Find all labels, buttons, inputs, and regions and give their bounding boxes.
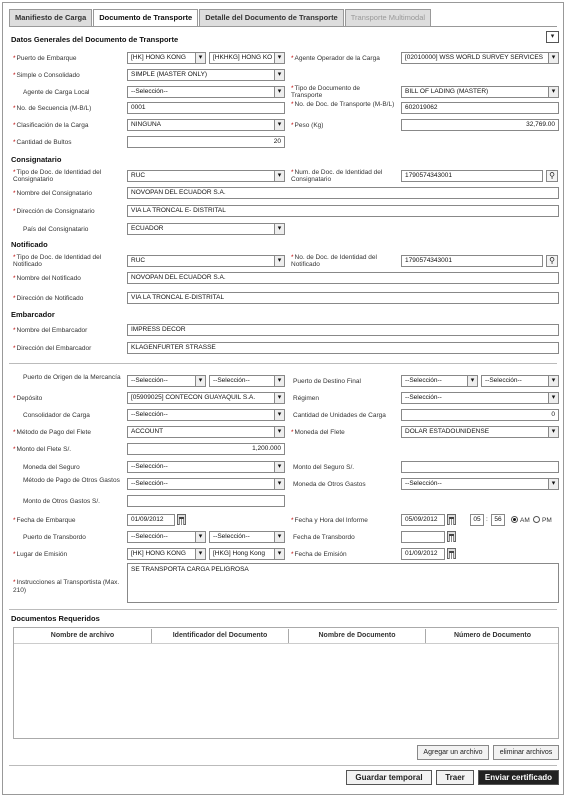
select-lugar-pais[interactable]: [HK] HONG KONG ▾ <box>127 548 206 560</box>
select-destino-pais[interactable]: --Selección-- ▾ <box>401 375 478 387</box>
section-title-documentos: Documentos Requeridos <box>11 614 100 623</box>
label-am: AM <box>520 517 530 524</box>
label-consignatario-nombre: * Nombre del Consignatario <box>13 190 125 197</box>
calendar-icon[interactable] <box>447 514 456 525</box>
label-consignatario-direccion: * Dirección de Consignatario <box>13 208 125 215</box>
label-consignatario-pais: País del Consignatario <box>23 226 89 233</box>
select-consignatario-tipo-id[interactable]: RUC ▾ <box>127 170 285 182</box>
select-regimen[interactable]: --Selección-- ▾ <box>401 392 559 404</box>
chevron-down-icon[interactable]: ▾ <box>546 31 559 43</box>
tab-divider <box>9 26 557 27</box>
select-moneda-otros[interactable]: --Selección-- ▾ <box>401 478 559 490</box>
input-hora[interactable]: 05 <box>470 514 484 526</box>
label-deposito: * Depósito <box>13 395 121 402</box>
select-agente-operador[interactable]: [02010000] WSS WORLD SURVEY SERVICES ▾ <box>401 52 559 64</box>
input-fecha-informe[interactable]: 05/09/2012 <box>401 514 445 526</box>
label-metodo-flete: * Método de Pago del Flete <box>13 429 123 436</box>
section-title-consignatario: Consignatario <box>11 155 62 164</box>
calendar-icon[interactable] <box>447 531 456 542</box>
select-moneda-seguro[interactable]: --Selección-- ▾ <box>127 461 285 473</box>
label-consolidador: Consolidador de Carga <box>23 412 90 419</box>
time-separator: : <box>486 516 488 523</box>
input-consignatario-num-id[interactable]: 1790574343001 <box>401 170 543 182</box>
send-certificate-button[interactable]: Enviar certificado <box>478 770 559 785</box>
label-puerto-transbordo: Puerto de Transbordo <box>23 534 86 541</box>
select-origen-puerto[interactable]: --Selección-- ▾ <box>209 375 285 387</box>
label-consignatario-num-id: * Num. de Doc. de Identidad del Consignatario <box>291 169 397 183</box>
select-moneda-flete[interactable]: DOLAR ESTADOUNIDENSE ▾ <box>401 426 559 438</box>
label-clasificacion: * Clasificación de la Carga <box>13 122 121 129</box>
column-header-nombre-archivo[interactable]: Nombre de archivo <box>50 632 115 639</box>
form-window <box>2 2 564 795</box>
select-tipo-documento[interactable]: BILL OF LADING (MASTER) ▾ <box>401 86 559 98</box>
fetch-button[interactable]: Traer <box>436 770 474 785</box>
label-embarcador-direccion: * Dirección del Embarcador <box>13 345 125 352</box>
label-fecha-transbordo: Fecha de Transbordo <box>293 534 355 541</box>
input-monto-flete[interactable]: 1,200.000 <box>127 443 285 455</box>
label-monto-seguro: Monto del Seguro S/. <box>293 464 355 471</box>
select-agente-carga-local[interactable]: --Selección-- ▾ <box>127 86 285 98</box>
section-title-general: Datos Generales del Documento de Transporte <box>11 35 179 44</box>
label-embarcador-nombre: * Nombre del Embarcador <box>13 327 125 334</box>
select-consignatario-pais[interactable]: ECUADOR ▾ <box>127 223 285 235</box>
textarea-instrucciones[interactable]: SE TRANSPORTA CARGA PELIGROSA <box>127 563 559 603</box>
label-moneda-seguro: Moneda del Seguro <box>23 464 80 471</box>
input-embarcador-direccion[interactable]: KLAGENFURTER STRASSE <box>127 342 559 354</box>
label-fecha-informe: * Fecha y Hora del Informe <box>291 517 397 524</box>
select-transbordo-pais[interactable]: --Selección-- ▾ <box>127 531 206 543</box>
label-nro-doc-transporte: * No. de Doc. de Transporte (M-B/L) <box>291 101 397 108</box>
label-moneda-otros: Moneda de Otros Gastos <box>293 481 366 488</box>
radio-am[interactable] <box>511 516 518 523</box>
input-monto-seguro[interactable] <box>401 461 559 473</box>
label-monto-flete: * Monto del Flete S/. <box>13 446 123 453</box>
label-fecha-embarque: * Fecha de Embarque <box>13 517 123 524</box>
select-metodo-flete[interactable]: ACCOUNT ▾ <box>127 426 285 438</box>
tab-manifiesto[interactable]: Manifiesto de Carga <box>9 9 92 26</box>
input-consignatario-direccion[interactable]: VIA LA TRONCAL E- DISTRITAL <box>127 205 559 217</box>
input-minuto[interactable]: 56 <box>491 514 505 526</box>
select-clasificacion[interactable]: NINGUNA ▾ <box>127 119 285 131</box>
input-unidades-carga[interactable]: 0 <box>401 409 559 421</box>
select-simple-consolidado[interactable]: SIMPLE (MASTER ONLY) ▾ <box>127 69 285 81</box>
select-puerto-embarque-pais[interactable]: [HK] HONG KONG ▾ <box>127 52 206 64</box>
label-peso: * Peso (Kg) <box>291 122 391 129</box>
label-consignatario-tipo-id: * Tipo de Doc. de Identidad del Consignatario <box>13 169 125 183</box>
input-notificado-num-id[interactable]: 1790574343001 <box>401 255 543 267</box>
input-notificado-direccion[interactable]: VIA LA TRONCAL E-DISTRITAL <box>127 292 559 304</box>
label-agente-carga-local: Agente de Carga Local <box>23 89 90 96</box>
section-title-notificado: Notificado <box>11 240 48 249</box>
divider <box>9 363 557 364</box>
select-metodo-otros[interactable]: --Selección-- ▾ <box>127 478 285 490</box>
label-monto-otros: Monto de Otros Gastos S/. <box>23 498 100 505</box>
label-puerto-embarque: * Puerto de Embarque <box>13 55 121 62</box>
input-consignatario-nombre[interactable]: NOVOPAN DEL ECUADOR S.A. <box>127 187 559 199</box>
column-header-identificador[interactable]: Identificador del Documento <box>172 632 268 639</box>
save-temporary-button[interactable]: Guardar temporal <box>346 770 432 785</box>
documents-table <box>13 627 559 739</box>
search-icon[interactable]: ⚲ <box>546 255 558 267</box>
column-header-nombre-documento[interactable]: Nombre de Documento <box>318 632 396 639</box>
label-instrucciones: * Instrucciones al Transportista (Max. 210) <box>13 579 121 595</box>
input-nro-doc-transporte[interactable]: 602019062 <box>401 102 559 114</box>
select-notificado-tipo-id[interactable]: RUC ▾ <box>127 255 285 267</box>
input-fecha-transbordo[interactable] <box>401 531 445 543</box>
table-header-divider <box>14 643 558 644</box>
label-puerto-origen: Puerto de Origen de la Mercancía <box>23 374 121 381</box>
label-puerto-destino: Puerto de Destino Final <box>293 378 361 385</box>
label-notificado-direccion: * Dirección de Notificado <box>13 295 125 302</box>
label-fecha-emision: * Fecha de Emisión <box>291 551 395 558</box>
input-fecha-emision[interactable]: 01/09/2012 <box>401 548 445 560</box>
input-embarcador-nombre[interactable]: IMPRESS DECOR <box>127 324 559 336</box>
label-pm: PM <box>542 517 552 524</box>
label-notificado-num-id: * No. de Doc. de Identidad del Notificado <box>291 254 397 268</box>
divider <box>9 765 557 766</box>
section-title-embarcador: Embarcador <box>11 310 55 319</box>
column-header-numero-documento[interactable]: Número de Documento <box>453 632 531 639</box>
tab-documento-transporte[interactable]: Documento de Transporte <box>93 9 198 26</box>
select-destino-puerto[interactable]: --Selección-- ▾ <box>481 375 559 387</box>
radio-pm[interactable] <box>533 516 540 523</box>
label-agente-operador: * Agente Operador de la Carga <box>291 55 399 62</box>
label-regimen: Régimen <box>293 395 320 402</box>
label-moneda-flete: * Moneda del Flete <box>291 429 395 436</box>
search-icon[interactable]: ⚲ <box>546 170 558 182</box>
label-simple-consolidado: * Simple o Consolidado <box>13 72 121 79</box>
select-origen-pais[interactable]: --Selección-- ▾ <box>127 375 206 387</box>
calendar-icon[interactable] <box>447 548 456 559</box>
label-tipo-documento: * Tipo de Documento de Transporte <box>291 85 387 99</box>
select-transbordo-puerto[interactable]: --Selección-- ▾ <box>209 531 285 543</box>
label-unidades-carga: Cantidad de Unidades de Carga <box>293 412 386 419</box>
label-metodo-otros: Método de Pago de Otros Gastos <box>23 477 120 484</box>
select-consolidador[interactable]: --Selección-- ▾ <box>127 409 285 421</box>
input-peso[interactable]: 32,769.00 <box>401 119 559 131</box>
label-notificado-tipo-id: * Tipo de Doc. de Identidad del Notificado <box>13 254 125 268</box>
label-secuencia: * No. de Secuencia (M-B/L) <box>13 105 121 112</box>
input-notificado-nombre[interactable]: NOVOPAN DEL ECUADOR S.A. <box>127 272 559 284</box>
label-lugar-emision: * Lugar de Emisión <box>13 551 123 558</box>
select-lugar-puerto[interactable]: [HKG] Hong Kong ▾ <box>209 548 285 560</box>
label-notificado-nombre: * Nombre del Notificado <box>13 275 125 282</box>
input-secuencia[interactable]: 0001 <box>127 102 285 114</box>
delete-files-button[interactable]: eliminar archivos <box>493 745 559 760</box>
input-monto-otros[interactable] <box>127 495 285 507</box>
input-bultos[interactable]: 20 <box>127 136 285 148</box>
label-bultos: * Cantidad de Bultos <box>13 139 121 146</box>
tab-detalle-documento[interactable]: Detalle del Documento de Transporte <box>199 9 344 26</box>
calendar-icon[interactable] <box>177 514 186 525</box>
tab-bar <box>9 9 432 26</box>
select-puerto-embarque-puerto[interactable]: [HKHKG] HONG KO ▾ <box>209 52 285 64</box>
select-deposito[interactable]: [05909025] CONTECON GUAYAQUIL S.A. ▾ <box>127 392 285 404</box>
divider <box>9 609 557 610</box>
tab-transporte-multimodal: Transporte Multimodal <box>345 9 431 26</box>
add-file-button[interactable]: Agregar un archivo <box>417 745 489 760</box>
input-fecha-embarque[interactable]: 01/09/2012 <box>127 514 175 526</box>
